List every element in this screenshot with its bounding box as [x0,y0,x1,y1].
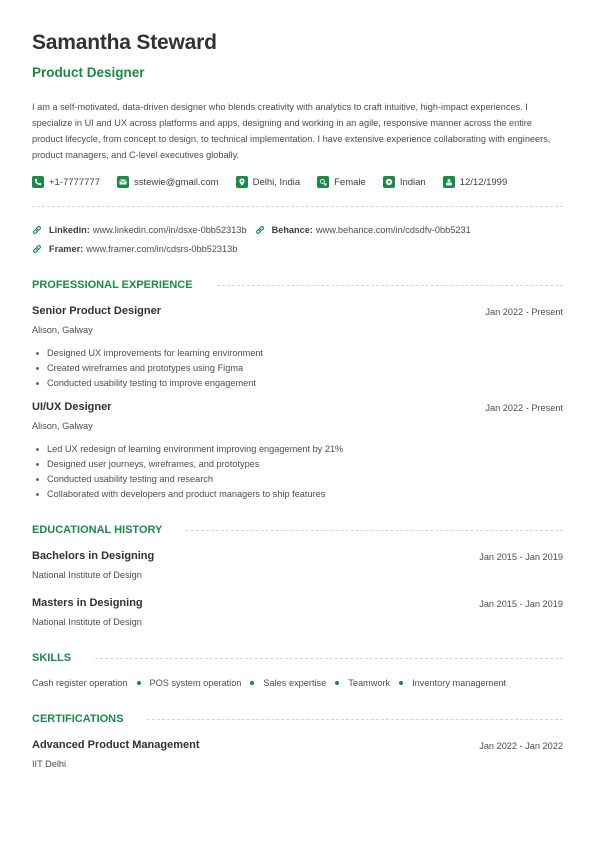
contact-location [236,176,301,188]
behance-label: Behance: [271,225,313,235]
experience-date: Jan 2022 - Present [485,307,563,317]
links-row-2 [32,244,237,254]
section-divider [95,658,563,659]
experience-company: Alison, Galway [32,325,93,335]
education-date: Jan 2015 - Jan 2019 [479,599,563,609]
linkedin-link[interactable]: www.linkedin.com/in/dsxe-0bb52313b [92,225,247,235]
link-icon [32,225,42,235]
job-title: Product Designer [32,65,145,80]
candidate-name: Samantha Steward [32,31,217,54]
education-school: National Institute of Design [32,617,142,627]
contact-birthdate-value: 12/12/1999 [459,176,508,188]
experience-company: Alison, Galway [32,421,93,431]
experience-bullets [36,346,263,391]
section-divider [186,530,563,531]
contact-location-value: Delhi, India [252,176,301,188]
contact-nationality-value: Indian [399,176,426,188]
section-education [32,524,563,536]
section-experience [32,279,563,291]
list-item: Conducted usability testing and research [36,472,343,487]
framer-label: Framer: [49,244,84,254]
linkedin-label: Linkedin: [49,225,90,235]
contact-gender [317,176,366,188]
location-icon [236,176,248,188]
contact-phone-value[interactable]: +1-7777777 [49,176,100,188]
contact-email-value[interactable]: sstewie@gmail.com [133,176,219,188]
divider [32,206,563,207]
skill-item: Cash register operation [32,678,128,688]
skill-item: Teamwork [348,678,391,688]
section-title: SKILLS [32,652,72,664]
skill-item: Inventory management [412,678,507,688]
skill-separator-dot [250,681,254,685]
experience-role: Senior Product Designer [32,305,161,317]
framer-link[interactable]: www.framer.com/in/cdsrs-0bb52313b [86,244,238,254]
education-degree: Bachelors in Designing [32,550,155,562]
list-item: Designed user journeys, wireframes, and prototypes [36,457,343,472]
contact-phone [32,176,100,188]
list-item: Conducted usability testing to improve engagement [36,376,263,391]
list-item: Collaborated with developers and product managers to ship features [36,487,343,502]
skill-separator-dot [335,681,339,685]
flag-icon [383,176,395,188]
links-row-1 [32,225,471,235]
education-school: National Institute of Design [32,570,142,580]
experience-role: UI/UX Designer [32,401,112,413]
contact-email [117,176,219,188]
list-item: Created wireframes and prototypes using Figma [36,361,263,376]
contact-birthdate [443,176,508,188]
education-date: Jan 2015 - Jan 2019 [479,552,563,562]
contact-gender-value: Female [334,176,366,188]
skill-separator-dot [399,681,403,685]
section-divider [217,285,563,286]
contact-row [32,176,524,188]
gender-icon [317,176,329,188]
link-icon [255,225,265,235]
section-certifications [32,713,563,725]
section-title: CERTIFICATIONS [32,713,124,725]
contact-nationality [383,176,426,188]
phone-icon [32,176,44,188]
experience-bullets [36,442,343,502]
section-divider [147,719,563,720]
list-item: Led UX redesign of learning environment improving engagement by 21% [36,442,343,457]
list-item: Designed UX improvements for learning environment [36,346,263,361]
experience-date: Jan 2022 - Present [485,403,563,413]
section-title: PROFESSIONAL EXPERIENCE [32,279,193,291]
profile-summary: I am a self-motivated, data-driven designer who blends creativity with analytics to craft intuitive, high-impact experiences. I specialize in UI and UX across platforms and apps, designing and working in an agile, responsive manner across the entire product lifecycle, from concept to design, to technical implementation. I have extensive experience collaborating with engineers, product managers, and C-level executives globally. [32,102,551,160]
certification-date: Jan 2022 - Jan 2022 [479,741,563,751]
skill-item: Sales expertise [263,678,327,688]
education-degree: Masters in Designing [32,597,143,609]
behance-link[interactable]: www.behance.com/in/cdsdfv-0bb5231 [315,225,471,235]
section-skills [32,652,563,664]
section-title: EDUCATIONAL HISTORY [32,524,163,536]
calendar-icon [443,176,455,188]
certification-name: Advanced Product Management [32,739,200,751]
link-icon [32,244,42,254]
skills-list [32,678,506,688]
email-icon [117,176,129,188]
skill-item: POS system operation [149,678,242,688]
skill-separator-dot [137,681,141,685]
certification-issuer: IIT Delhi [32,759,67,769]
